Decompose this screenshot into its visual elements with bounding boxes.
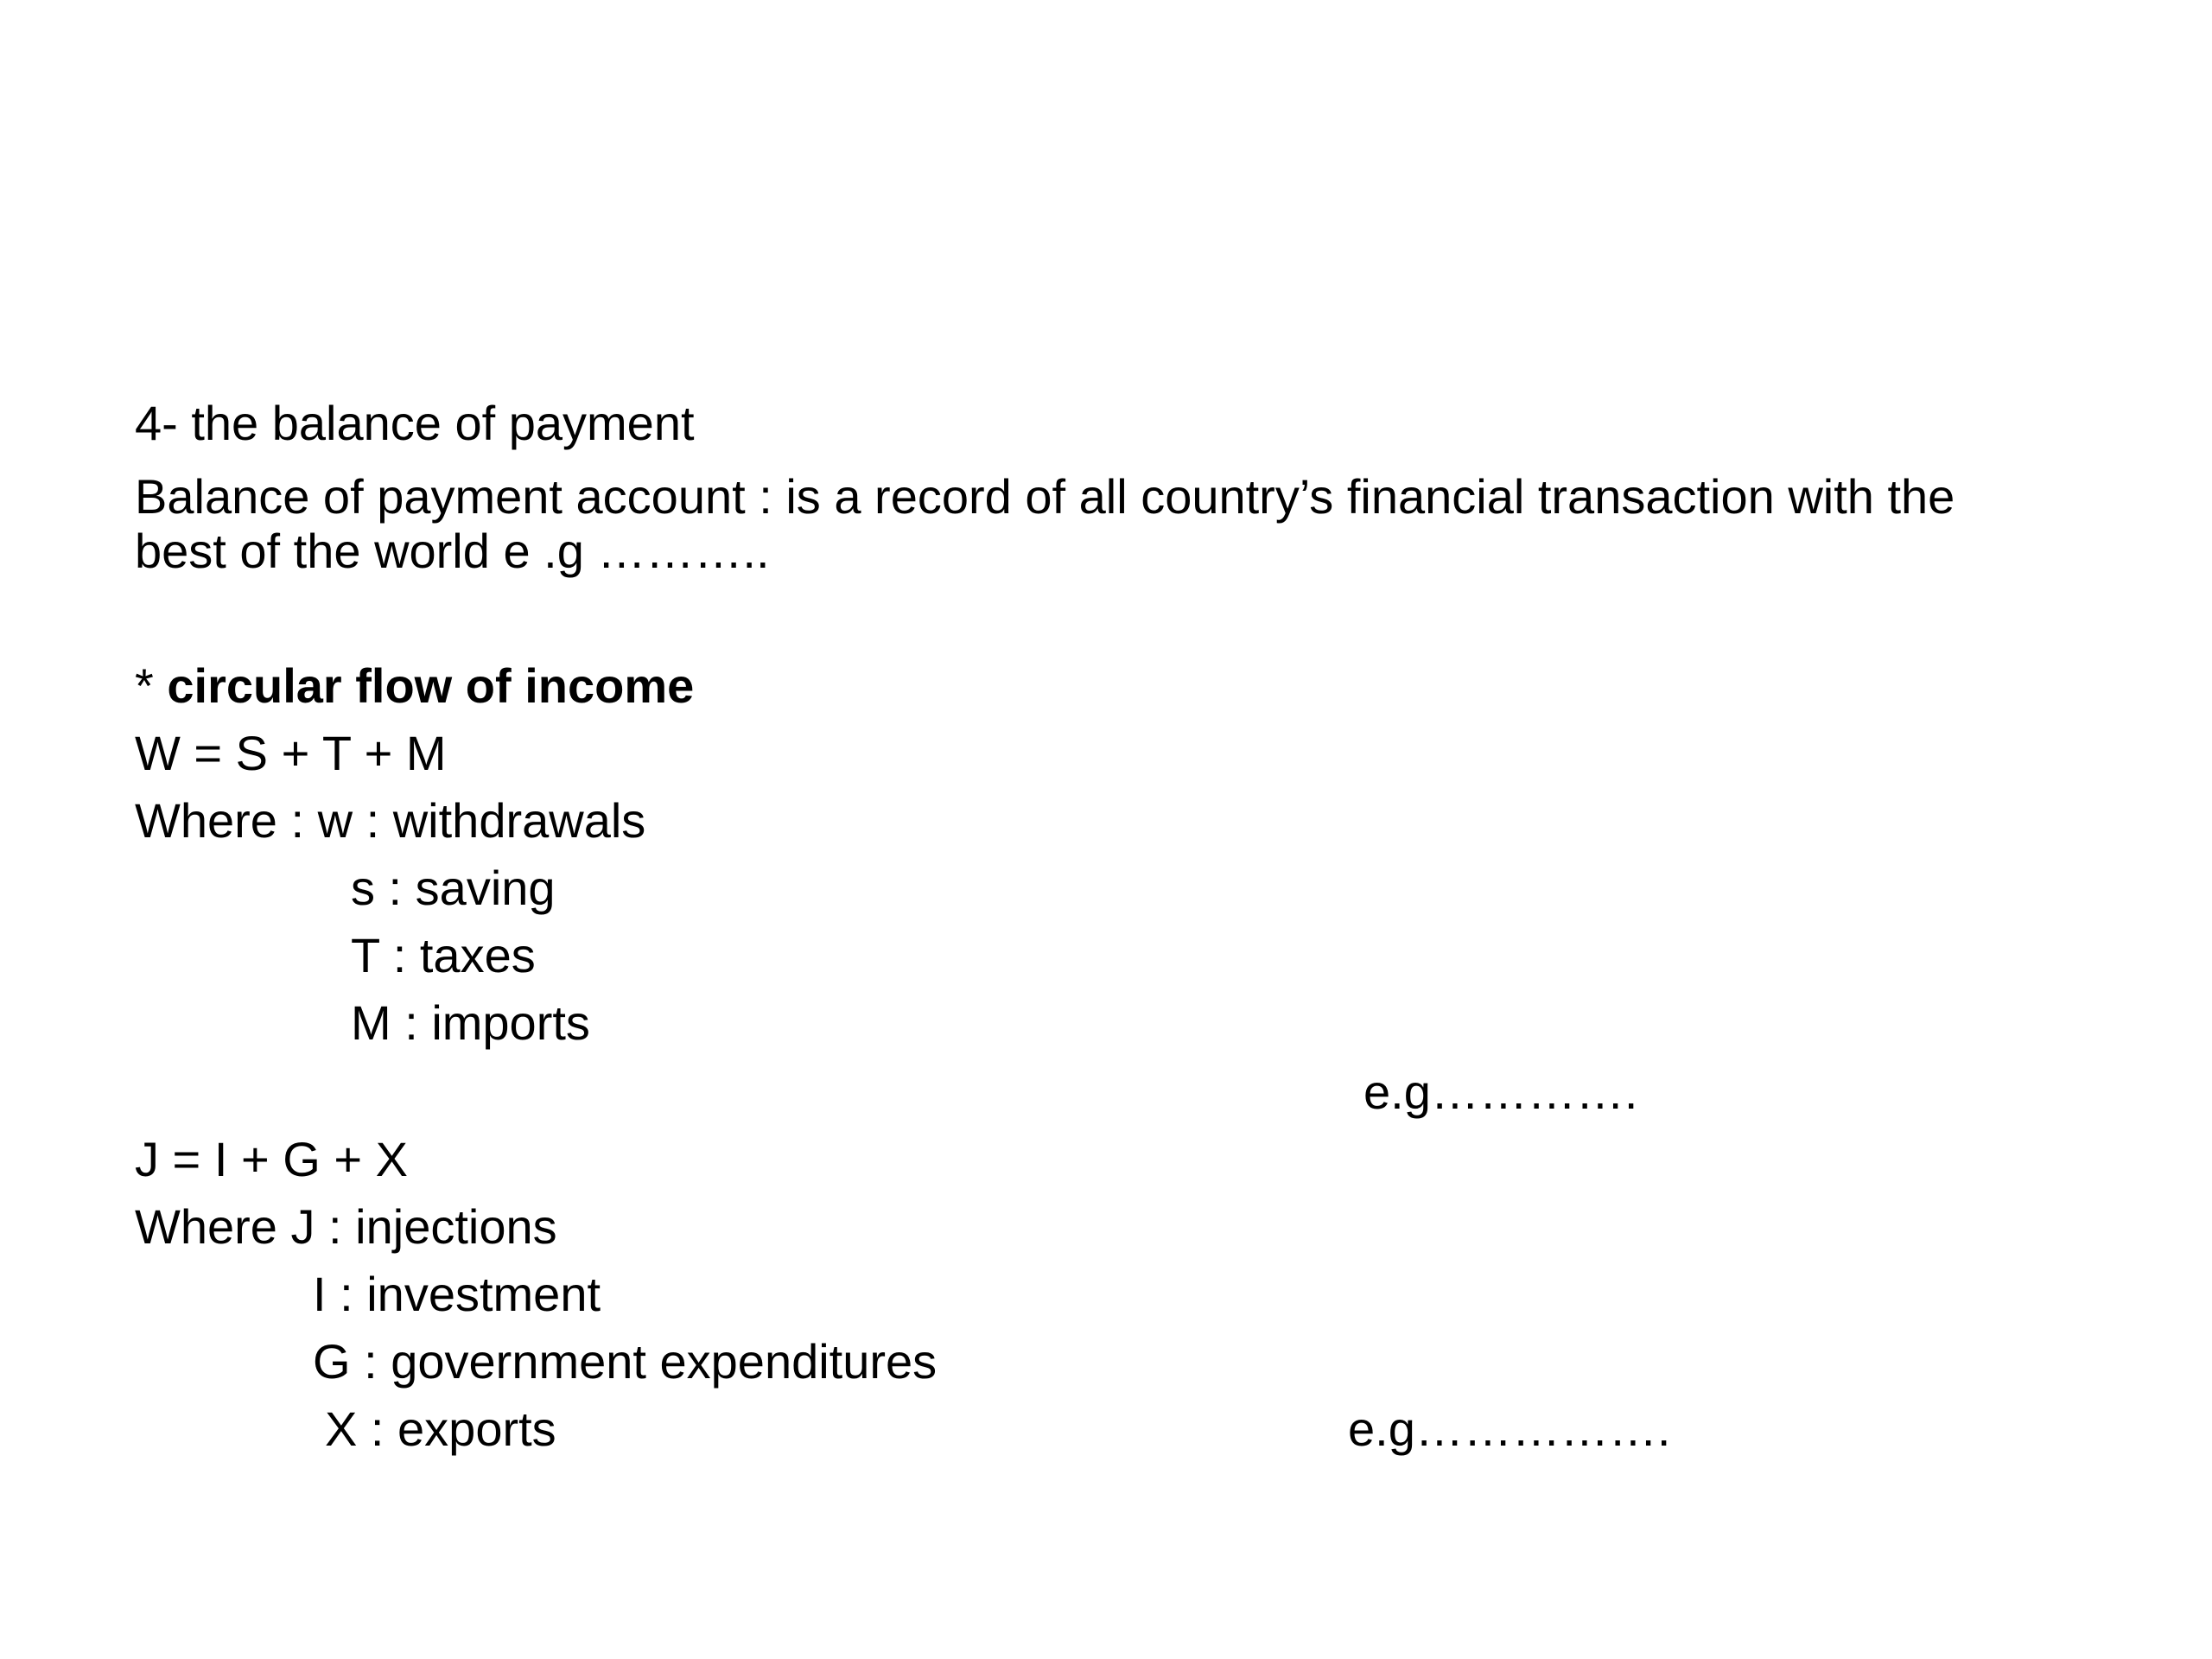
injections-equation: J = I + G + X [135,1132,408,1186]
withdrawals-item-imports: M : imports [351,995,590,1050]
injections-item-investment: I : investment [313,1267,601,1321]
injections-item-exports: X : exports [325,1402,556,1456]
withdrawals-example: e.g…………. [1363,1065,1638,1119]
section-heading: 4- the balance of payment [135,396,695,450]
definition-line-2: best of the world e .g ……….. [135,524,770,578]
injections-example: e.g……………. [1348,1402,1671,1456]
withdrawals-item-taxes: T : taxes [351,928,536,982]
withdrawals-where: Where : w : withdrawals [135,793,646,848]
circular-flow-title: circular flow of income [167,658,695,713]
circular-flow-heading [135,658,694,714]
injections-where: Where J : injections [135,1199,557,1254]
bullet-star: * [135,658,168,713]
injections-item-government: G : government expenditures [313,1334,938,1389]
withdrawals-item-saving: s : saving [351,861,556,915]
definition-line-1: Balance of payment account : is a record of all country’s financial transaction with the [135,469,1955,524]
withdrawals-equation: W = S + T + M [135,726,447,780]
